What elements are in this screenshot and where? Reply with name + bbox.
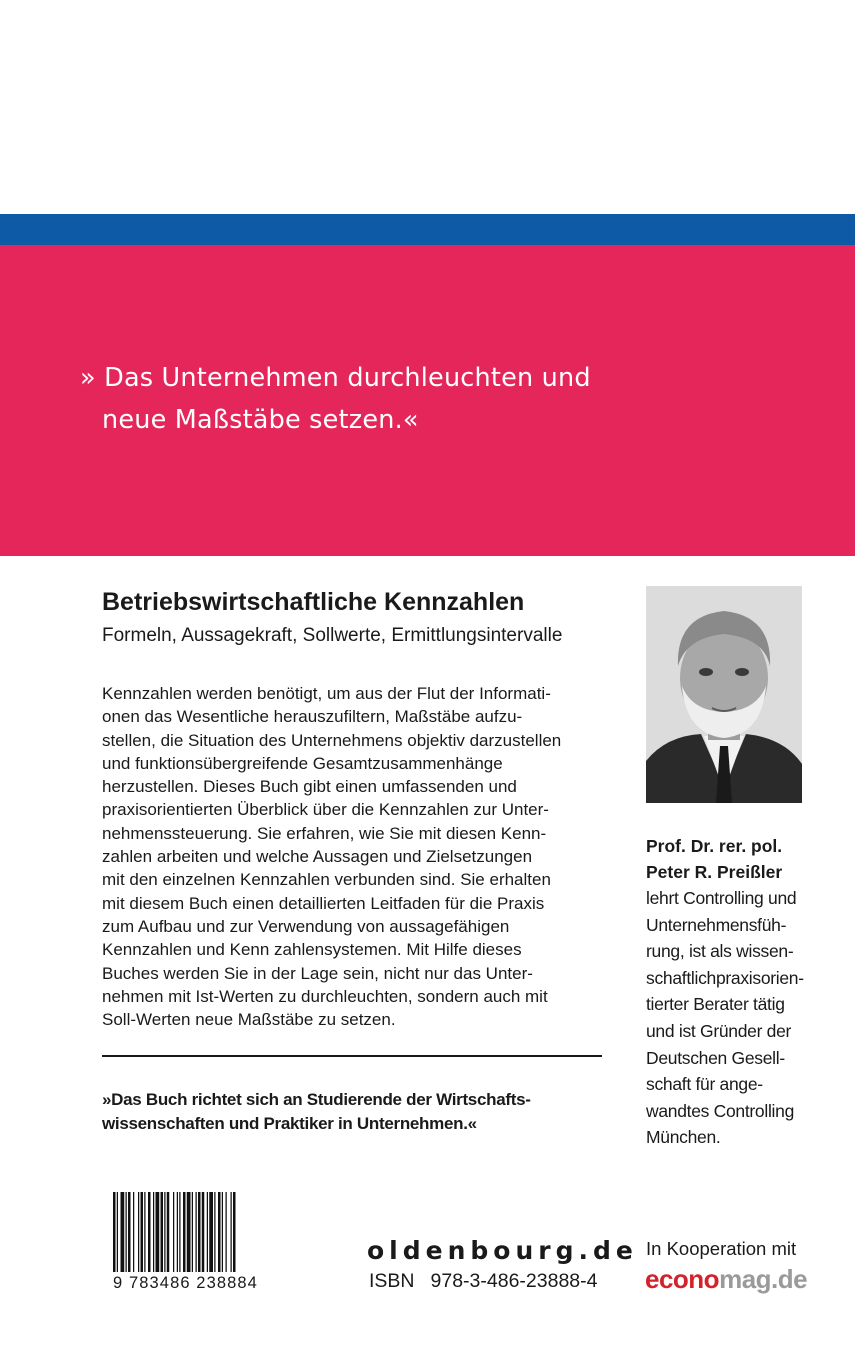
description-line: Kennzahlen und Kenn zahlensystemen. Mit Hilfe dieses [102, 940, 522, 960]
author-name [646, 833, 782, 885]
divider [102, 1055, 602, 1057]
barcode-bar [126, 1192, 127, 1272]
description-line: zahlen arbeiten und welche Aussagen und Zielsetzungen [102, 847, 533, 867]
description-block [102, 682, 622, 1031]
isbn-number: 978-3-486-23888-4 [430, 1270, 598, 1292]
barcode-bar [207, 1192, 208, 1272]
barcode-bar [156, 1192, 160, 1272]
pink-band [0, 245, 855, 556]
description-line: herzustellen. Dieses Buch gibt einen umfassenden und [102, 777, 517, 797]
description-line: mit diesem Buch einen detaillierten Leitfaden für die Praxis [102, 893, 545, 913]
barcode-bar [177, 1192, 178, 1272]
barcode-bar [198, 1192, 201, 1272]
description-line: praxisorientierten Überblick über die Kennzahlen zur Unter- [102, 800, 549, 820]
author-name-line: Peter R. Preißler [646, 862, 783, 882]
barcode-bar [128, 1192, 131, 1272]
barcode-bar [233, 1192, 236, 1272]
publisher-website: oldenbourg.de [367, 1236, 638, 1265]
audience-statement [102, 1088, 531, 1136]
description-line: Buches werden Sie in der Lage sein, nicht nur das Unter- [102, 963, 533, 983]
barcode-bar [121, 1192, 125, 1272]
author-bio-line: tierter Berater tätig [646, 994, 785, 1015]
barcode-bar [183, 1192, 186, 1272]
barcode-bar [138, 1192, 139, 1272]
barcode-bar [202, 1192, 205, 1272]
barcode-bar [226, 1192, 227, 1272]
barcode-bar [148, 1192, 151, 1272]
author-bio-line: wandtes Controlling [646, 1100, 794, 1121]
description-line: stellen, die Situation des Unternehmens objektiv darzustellen [102, 730, 562, 750]
barcode-image [112, 1192, 280, 1272]
author-bio-line: Deutschen Gesell- [646, 1047, 785, 1068]
description-line: und funktionsübergreifende Gesamtzusammenhänge [102, 753, 503, 773]
quote-line-1: » Das Unternehmen durchleuchten und [80, 363, 591, 393]
barcode-bar [209, 1192, 213, 1272]
economag-logo-part-econo: econo [645, 1264, 720, 1294]
book-subtitle: Formeln, Aussagekraft, Sollwerte, Ermittlungsintervalle [102, 625, 563, 646]
barcode-bar [113, 1192, 116, 1272]
author-portrait-image [646, 586, 802, 803]
barcode-bar [231, 1192, 232, 1272]
isbn-label: ISBN [369, 1270, 415, 1292]
description-line: Kennzahlen werden benötigt, um aus der Flut der Informati- [102, 684, 551, 703]
barcode-bar [179, 1192, 180, 1272]
audience-line: wissenschaften und Praktiker in Unternehmen.« [102, 1114, 477, 1133]
author-bio [646, 885, 804, 1151]
barcode-digits: 9 783486 238884 [113, 1274, 258, 1292]
isbn-line [369, 1270, 597, 1293]
barcode-bar [173, 1192, 174, 1272]
barcode-bar [133, 1192, 134, 1272]
book-title: Betriebswirtschaftliche Kennzahlen [102, 588, 525, 616]
description-line: zum Aufbau und zur Verwendung von aussagefähigen [102, 916, 510, 936]
author-bio-line: lehrt Controlling und [646, 888, 797, 908]
barcode-bar [117, 1192, 118, 1272]
description-line: Soll-Werten neue Maßstäbe zu setzen. [102, 1010, 396, 1030]
barcode-bar [196, 1192, 197, 1272]
barcode-bar [214, 1192, 215, 1272]
barcode-bar [161, 1192, 164, 1272]
barcode-bar [153, 1192, 154, 1272]
description-line: nehmen mit Ist-Werten zu durchleuchten, sondern auch mit [102, 986, 548, 1006]
barcode-bar [187, 1192, 191, 1272]
author-bio-line: schaftlichpraxisorien- [646, 967, 804, 988]
author-name-line: Prof. Dr. rer. pol. [646, 836, 783, 856]
description-line: mit den einzelnen Kennzahlen verbunden sind. Sie erhalten [102, 870, 551, 890]
quote-line-2: neue Maßstäbe setzen.« [102, 405, 419, 435]
economag-logo [645, 1264, 807, 1295]
author-bio-line: rung, ist als wissen- [646, 941, 794, 962]
barcode-bar [167, 1192, 170, 1272]
audience-line: »Das Buch richtet sich an Studierende der Wirtschafts- [102, 1090, 531, 1109]
author-bio-line: und ist Gründer der [646, 1020, 792, 1041]
author-bio-line: Unternehmensfüh- [646, 914, 787, 935]
barcode-bar [164, 1192, 165, 1272]
economag-logo-part-mag: mag.de [719, 1264, 808, 1294]
description-line: nehmenssteuerung. Sie erfahren, wie Sie mit diesen Kenn- [102, 823, 547, 843]
description-line: onen das Wesentliche herauszufiltern, Maßstäbe aufzu- [102, 707, 523, 727]
barcode-bar [192, 1192, 193, 1272]
barcode-bar [141, 1192, 144, 1272]
barcode-bar [218, 1192, 221, 1272]
blue-band [0, 214, 855, 245]
author-bio-line: München. [646, 1127, 721, 1148]
author-photo [646, 586, 802, 803]
author-bio-line: schaft für ange- [646, 1074, 763, 1095]
cooperation-label: In Kooperation mit [646, 1238, 797, 1259]
barcode-bar [222, 1192, 223, 1272]
barcode-bar [144, 1192, 145, 1272]
